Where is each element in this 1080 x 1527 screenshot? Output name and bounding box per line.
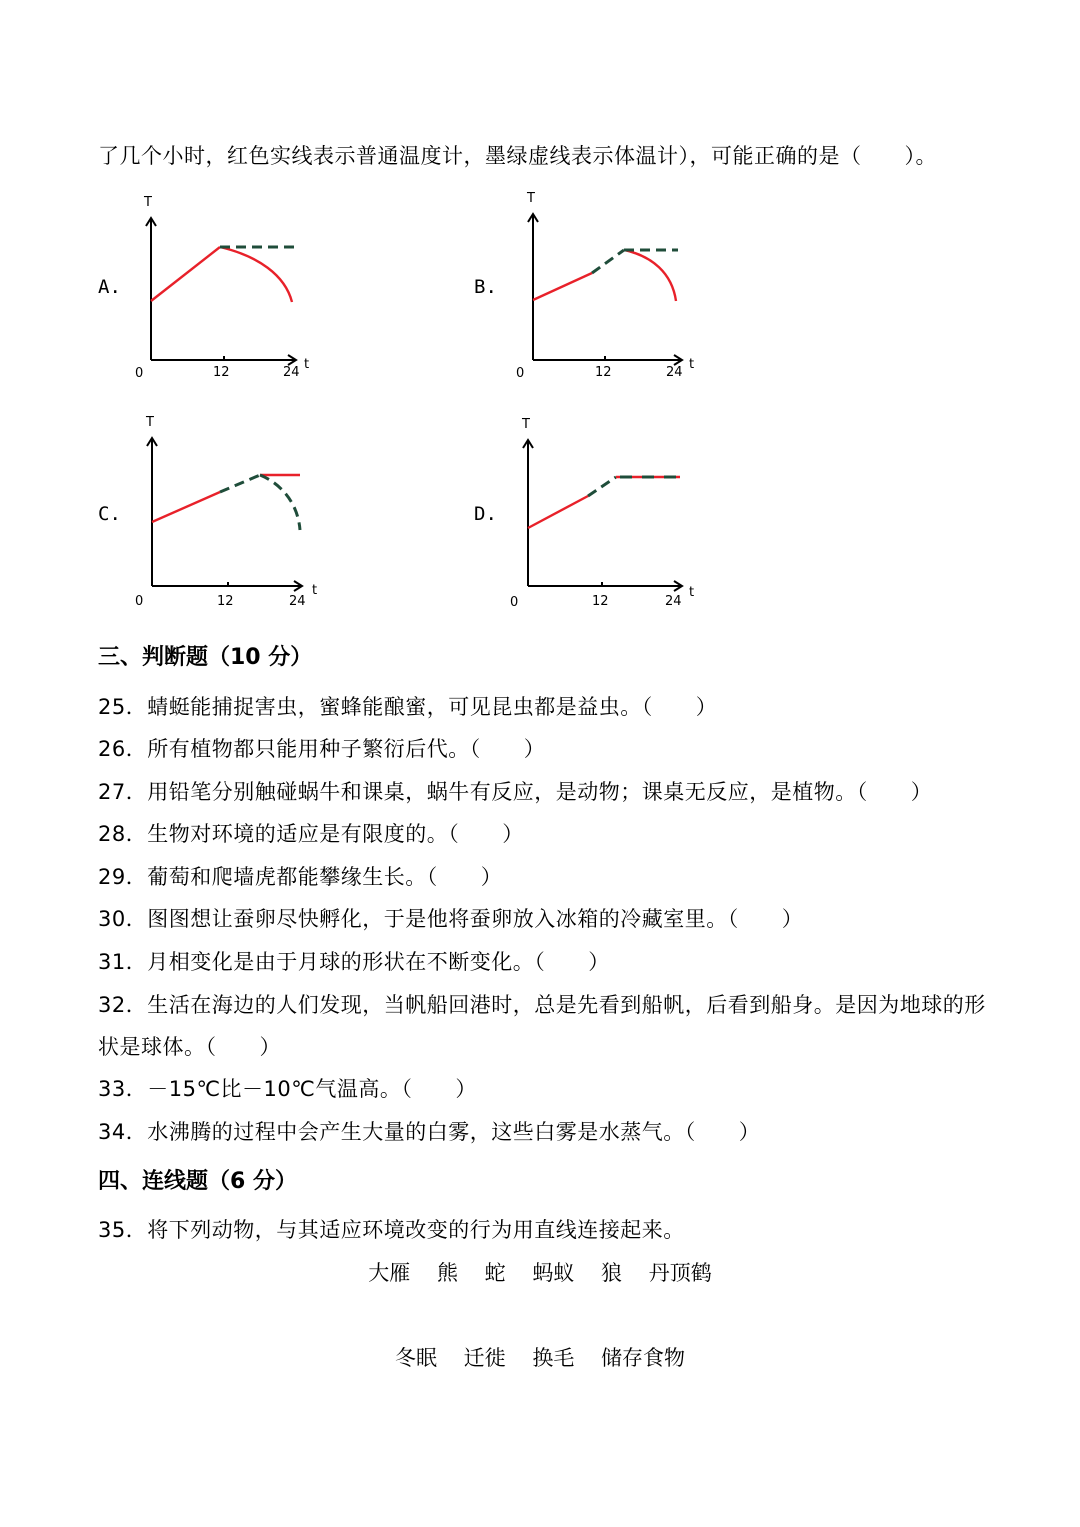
axis-x-label: t (304, 357, 310, 372)
animal-item: 大雁 (368, 1261, 411, 1285)
question-28: 28．生物对环境的适应是有限度的。（ ） (98, 822, 524, 846)
green-dashed-rise (592, 250, 624, 273)
axis-y-label: T (146, 415, 154, 430)
axis-x-label: t (312, 583, 318, 598)
question-27: 27．用铅笔分别触碰蜗牛和课桌，蜗牛有反应，是动物；课桌无反应，是植物。（ ） (98, 780, 933, 804)
origin-label: 0 (135, 594, 144, 609)
behavior-item: 迁徙 (463, 1346, 506, 1370)
question-intro-line: 了几个小时，红色实线表示普通温度计，墨绿虚线表示体温计），可能正确的是（ ）。 (98, 144, 937, 168)
axis-y-label: T (144, 195, 152, 210)
behavior-item: 换毛 (532, 1346, 575, 1370)
red-solid-line (528, 496, 588, 528)
question-31: 31．月相变化是由于月球的形状在不断变化。（ ） (98, 950, 610, 974)
behavior-item: 冬眠 (394, 1346, 437, 1370)
animal-item: 蛇 (484, 1261, 506, 1285)
tick-label-24: 24 (289, 594, 306, 609)
question-33: 33．－15℃比－10℃气温高。（ ） (98, 1077, 477, 1101)
question-26: 26．所有植物都只能用种子繁衍后代。（ ） (98, 737, 546, 761)
question-25: 25．蜻蜓能捕捉害虫，蜜蜂能酿蜜，可见昆虫都是益虫。（ ） (98, 695, 718, 719)
tick-label-24: 24 (666, 365, 683, 380)
animals-row (0, 1257, 1080, 1287)
behavior-item: 储存食物 (601, 1346, 686, 1370)
axis-y-label: T (522, 417, 530, 432)
section-3-title: 三、判断题（10 分） (98, 645, 313, 670)
graph-d (508, 416, 708, 616)
green-dashed-rise (220, 475, 260, 492)
question-32-line-2: 状是球体。（ ） (98, 1035, 281, 1059)
red-solid-line (533, 273, 592, 300)
animal-item: 熊 (436, 1261, 458, 1285)
question-30: 30．图图想让蚕卵尽快孵化，于是他将蚕卵放入冰箱的冷藏室里。（ ） (98, 907, 804, 931)
question-35: 35．将下列动物，与其适应环境改变的行为用直线连接起来。 (98, 1218, 685, 1242)
red-solid-curve (624, 250, 676, 301)
red-solid-line (152, 492, 220, 522)
red-solid-curve (220, 247, 292, 302)
tick-label-12: 12 (592, 594, 609, 609)
origin-label: 0 (510, 595, 519, 610)
animal-item: 狼 (601, 1261, 623, 1285)
section-4-title: 四、连线题（6 分） (98, 1169, 297, 1194)
behaviors-row (0, 1342, 1080, 1372)
option-d-label: D. (474, 503, 497, 525)
graph-c (132, 416, 332, 616)
green-dashed-curve (260, 475, 300, 530)
axis-y-label: T (527, 191, 535, 206)
axis-x-label: t (689, 357, 695, 372)
green-dashed-rise (588, 477, 616, 496)
origin-label: 0 (516, 366, 525, 381)
graph-a (130, 190, 330, 390)
option-b-label: B. (474, 276, 497, 298)
question-29: 29．葡萄和爬墙虎都能攀缘生长。（ ） (98, 865, 503, 889)
graph-b (512, 188, 712, 388)
option-c-label: C. (98, 503, 121, 525)
question-32-line-1: 32．生活在海边的人们发现，当帆船回港时，总是先看到船帆，后看到船身。是因为地球的形 (98, 993, 986, 1017)
animal-item: 丹顶鹤 (648, 1261, 712, 1285)
axis-x-label: t (689, 585, 695, 600)
tick-label-24: 24 (283, 365, 300, 380)
tick-label-12: 12 (595, 365, 612, 380)
option-a-label: A. (98, 276, 121, 298)
tick-label-12: 12 (213, 365, 230, 380)
red-solid-line (151, 247, 220, 301)
question-34: 34．水沸腾的过程中会产生大量的白雾，这些白雾是水蒸气。（ ） (98, 1120, 761, 1144)
tick-label-12: 12 (217, 594, 234, 609)
origin-label: 0 (135, 366, 144, 381)
tick-label-24: 24 (665, 594, 682, 609)
animal-item: 蚂蚁 (532, 1261, 575, 1285)
